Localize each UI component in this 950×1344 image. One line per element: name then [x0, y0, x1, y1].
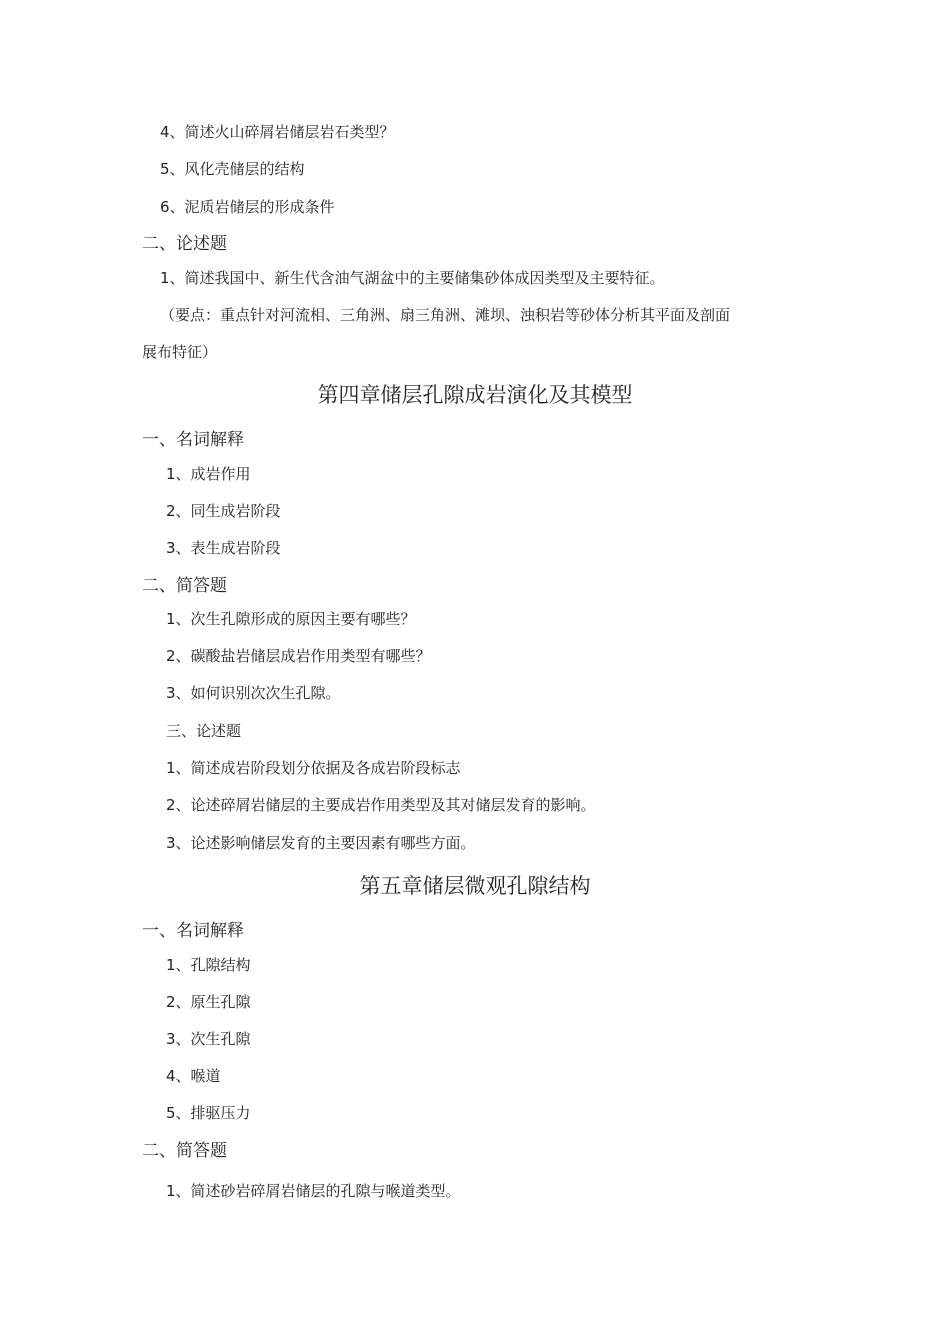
question-item: 3、如何识别次次生孔隙。 — [166, 684, 341, 702]
section-heading: 三、论述题 — [166, 722, 242, 740]
section-heading: 一、名词解释 — [142, 921, 244, 941]
question-item: 2、碳酸盐岩储层成岩作用类型有哪些？ — [166, 647, 431, 665]
term-item: 2、原生孔隙 — [166, 993, 251, 1011]
term-item: 5、排驱压力 — [166, 1104, 251, 1122]
question-item: 4、简述火山碎屑岩储层岩石类型？ — [160, 123, 395, 141]
section-heading: 二、简答题 — [142, 1141, 227, 1161]
question-item: 1、简述成岩阶段划分依据及各成岩阶段标志 — [166, 759, 461, 777]
chapter-title: 第五章储层微观孔隙结构 — [359, 874, 591, 898]
question-item: 1、简述我国中、新生代含油气湖盆中的主要储集砂体成因类型及主要特征。 — [160, 269, 665, 287]
question-note: 展布特征） — [142, 343, 218, 361]
section-heading: 一、名词解释 — [142, 430, 244, 450]
term-item: 1、孔隙结构 — [166, 956, 251, 974]
question-item: 2、论述碎屑岩储层的主要成岩作用类型及其对储层发育的影响。 — [166, 796, 596, 814]
question-note: （要点：重点针对河流相、三角洲、扇三角洲、滩坝、浊积岩等砂体分析其平面及剖面 — [160, 306, 731, 324]
question-item: 1、简述砂岩碎屑岩储层的孔隙与喉道类型。 — [166, 1182, 461, 1200]
question-item: 6、泥质岩储层的形成条件 — [160, 198, 335, 216]
question-item: 1、次生孔隙形成的原因主要有哪些？ — [166, 610, 416, 628]
term-item: 2、同生成岩阶段 — [166, 502, 281, 520]
term-item: 3、次生孔隙 — [166, 1030, 251, 1048]
question-item: 5、风化壳储层的结构 — [160, 160, 305, 178]
term-item: 1、成岩作用 — [166, 465, 251, 483]
term-item: 4、喉道 — [166, 1067, 221, 1085]
section-heading: 二、简答题 — [142, 576, 227, 596]
term-item: 3、表生成岩阶段 — [166, 539, 281, 557]
question-item: 3、论述影响储层发育的主要因素有哪些方面。 — [166, 834, 476, 852]
chapter-title: 第四章储层孔隙成岩演化及其模型 — [317, 383, 633, 407]
section-heading: 二、论述题 — [142, 234, 227, 254]
